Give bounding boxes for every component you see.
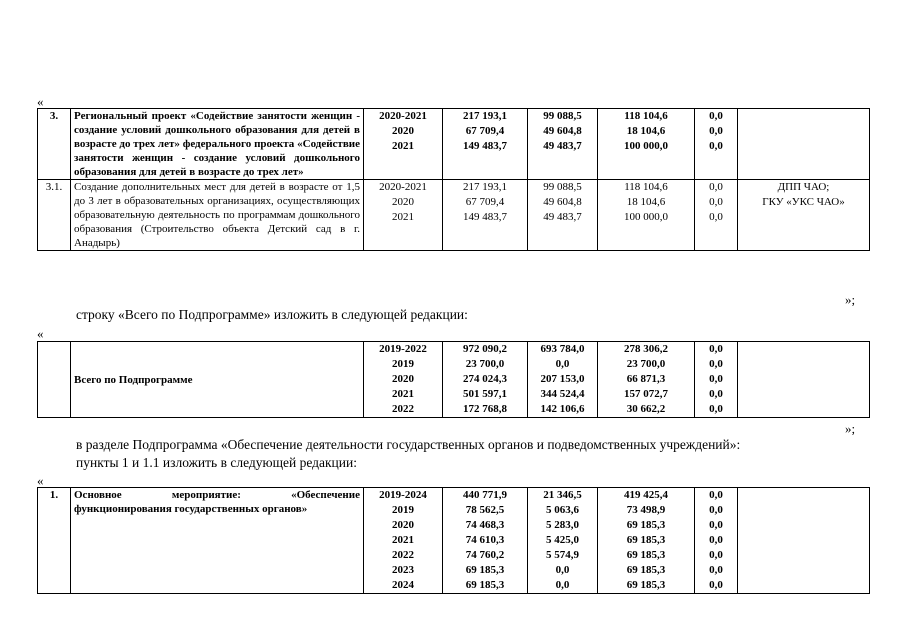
row-name: Региональный проект «Содействие занятости женщин - создание условий дошкольного образования для детей в возрасте до трех лет» федерального проекта «Содействие занятости женщин - создание условий дошкольного образования для детей в возрасте до трех лет» [71,109,364,180]
district-budget-cell: 419 425,4 73 498,9 69 185,3 69 185,3 69 185,3 69 185,3 69 185,3 [598,488,695,594]
federal-budget-cell: 21 346,5 5 063,6 5 283,0 5 425,0 5 574,9 0,0 0,0 [528,488,598,594]
row-name: Всего по Подпрограмме [71,342,364,418]
table-row-3 [38,109,870,180]
table-main-activity [37,487,870,594]
row-number: 3. [38,109,71,180]
open-quote-3: « [37,473,44,488]
federal-budget-cell: 99 088,5 49 604,8 49 483,7 [528,180,598,251]
other-sources-cell: 0,0 0,0 0,0 [695,180,738,251]
open-quote-2: « [37,326,44,341]
other-sources-cell: 0,0 0,0 0,0 0,0 0,0 0,0 0,0 [695,488,738,594]
row-number: 1. [38,488,71,594]
instruction-paragraph-1: строку «Всего по Подпрограмме» изложить в следующей редакции: [76,307,468,322]
row-number: 3.1. [38,180,71,251]
executor-cell: ДПП ЧАО; ГКУ «УКС ЧАО» [738,180,870,251]
open-quote-1: « [37,94,44,109]
district-budget-cell: 278 306,2 23 700,0 66 871,3 157 072,7 30 662,2 [598,342,695,418]
close-quote-2: »; [845,421,856,436]
row-name: Основное мероприятие: «Обеспечение функционирования государственных органов» [71,488,364,594]
executor-cell [738,488,870,594]
district-budget-cell: 118 104,6 18 104,6 100 000,0 [598,180,695,251]
table-row-total [38,342,870,418]
close-quote-1: »; [845,292,856,307]
table-row-1 [38,488,870,594]
years-cell: 2020-2021 2020 2021 [364,109,443,180]
federal-budget-cell: 693 784,0 0,0 207 153,0 344 524,4 142 106,6 [528,342,598,418]
federal-budget-cell: 99 088,5 49 604,8 49 483,7 [528,109,598,180]
table-subprogram-total [37,341,870,418]
table-regional-project [37,108,870,251]
total-cell: 972 090,2 23 700,0 274 024,3 501 597,1 172 768,8 [443,342,528,418]
total-cell: 440 771,9 78 562,5 74 468,3 74 610,3 74 760,2 69 185,3 69 185,3 [443,488,528,594]
total-cell: 217 193,1 67 709,4 149 483,7 [443,180,528,251]
executor-cell [738,342,870,418]
executor-cell [738,109,870,180]
total-cell: 217 193,1 67 709,4 149 483,7 [443,109,528,180]
other-sources-cell: 0,0 0,0 0,0 0,0 0,0 [695,342,738,418]
table-row-3-1 [38,180,870,251]
instruction-paragraph-3: пункты 1 и 1.1 изложить в следующей редакции: [76,455,357,470]
years-cell: 2019-2022 2019 2020 2021 2022 [364,342,443,418]
other-sources-cell: 0,0 0,0 0,0 [695,109,738,180]
years-cell: 2019-2024 2019 2020 2021 2022 2023 2024 [364,488,443,594]
years-cell: 2020-2021 2020 2021 [364,180,443,251]
row-name: Создание дополнительных мест для детей в возрасте от 1,5 до 3 лет в образовательных организациях, осуществляющих образовательную деятельность по программам дошкольного образования (Строительство объекта Детский сад в г. Анадырь) [71,180,364,251]
district-budget-cell: 118 104,6 18 104,6 100 000,0 [598,109,695,180]
row-number [38,342,71,418]
instruction-paragraph-2: в разделе Подпрограмма «Обеспечение деятельности государственных органов и подведомственных учреждений»: [76,437,741,452]
